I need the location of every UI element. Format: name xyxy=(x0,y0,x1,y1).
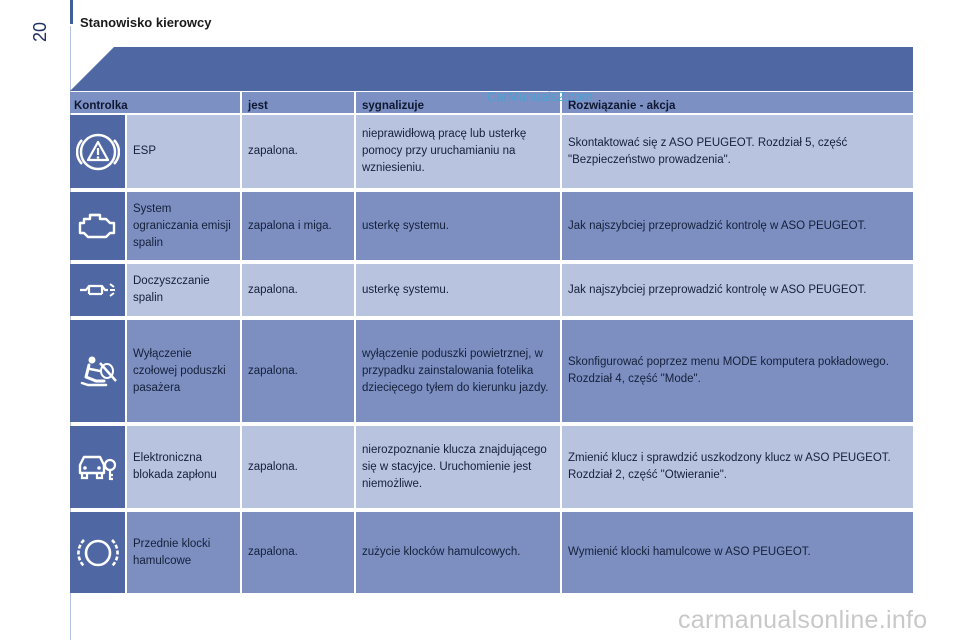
table-row xyxy=(70,426,913,508)
row-action: Skonfigurować poprzez menu MODE komputera pokładowego. Rozdział 4, część "Mode". xyxy=(562,320,913,422)
row-signals: usterkę systemu. xyxy=(356,264,562,316)
row-signals: zużycie klocków hamulcowych. xyxy=(356,512,562,593)
row-signals: nierozpoznanie klucza znajdującego się w stacyjce. Uruchomienie jest niemożliwe. xyxy=(356,426,562,508)
row-action: Jak najszybciej przeprowadzić kontrolę w ASO PEUGEOT. xyxy=(562,264,913,316)
brake-pads-icon xyxy=(70,512,127,593)
row-state: zapalona. xyxy=(242,264,356,316)
table-row xyxy=(70,192,913,260)
row-name: Przednie klocki hamulcowe xyxy=(127,512,242,593)
row-state: zapalona. xyxy=(242,512,356,593)
row-state: zapalona. xyxy=(242,320,356,422)
row-state: zapalona. xyxy=(242,115,356,188)
engine-icon xyxy=(70,192,127,260)
table-row xyxy=(70,320,913,422)
header-jest: jest xyxy=(242,92,356,113)
watermark-top: CarManuals2.com xyxy=(487,89,593,104)
row-signals: nieprawidłową pracę lub usterkę pomocy przy uruchamianiu na wzniesieniu. xyxy=(356,115,562,188)
header-kontrolka: Kontrolka xyxy=(70,92,242,113)
row-name: System ograniczania emisji spalin xyxy=(127,192,242,260)
row-name: Wyłączenie czołowej poduszki pasażera xyxy=(127,320,242,422)
section-title: Stanowisko kierowcy xyxy=(80,15,212,30)
header-rozwiazanie: Rozwiązanie - akcja xyxy=(562,92,913,113)
row-action: Skontaktować się z ASO PEUGEOT. Rozdział 5, część "Bezpieczeństwo prowadzenia". xyxy=(562,115,913,188)
exhaust-filter-icon xyxy=(70,264,127,316)
row-name: Elektroniczna blokada zapłonu xyxy=(127,426,242,508)
side-accent-bar xyxy=(70,0,73,24)
row-action: Zmienić klucz i sprawdzić uszkodzony klucz w ASO PEUGEOT. Rozdział 2, część "Otwieranie". xyxy=(562,426,913,508)
passenger-airbag-off-icon xyxy=(70,320,127,422)
row-action: Wymienić klocki hamulcowe w ASO PEUGEOT. xyxy=(562,512,913,593)
table-row xyxy=(70,512,913,593)
row-name: Doczyszczanie spalin xyxy=(127,264,242,316)
page-number: 20 xyxy=(30,21,50,42)
row-state: zapalona. xyxy=(242,426,356,508)
header-sygnalizuje: sygnalizuje xyxy=(356,92,562,113)
immobiliser-key-icon xyxy=(70,426,127,508)
table-row xyxy=(70,264,913,316)
row-state: zapalona i miga. xyxy=(242,192,356,260)
table-row xyxy=(70,115,913,188)
row-signals: wyłączenie poduszki powietrznej, w przypadku zainstalowania fotelika dziecięcego tyłem do kierunku jazdy. xyxy=(356,320,562,422)
warning-triangle-icon xyxy=(70,115,127,188)
row-action: Jak najszybciej przeprowadzić kontrolę w ASO PEUGEOT. xyxy=(562,192,913,260)
row-signals: usterkę systemu. xyxy=(356,192,562,260)
table-banner xyxy=(70,47,913,91)
watermark-bottom: carmanualsonline.info xyxy=(678,606,928,634)
row-name: ESP xyxy=(127,115,242,188)
